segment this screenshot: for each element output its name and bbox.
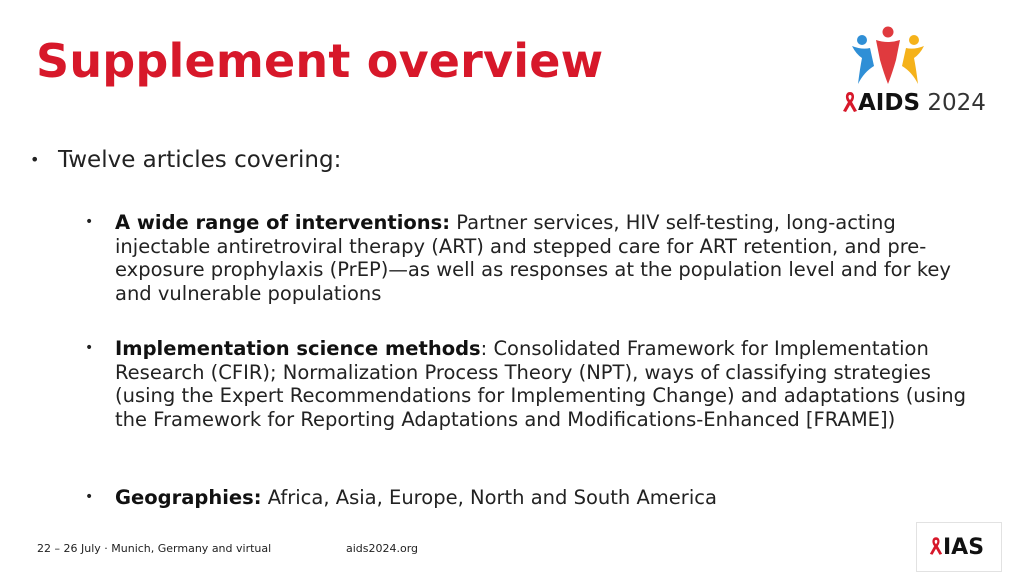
footer-url[interactable]: aids2024.org — [346, 542, 419, 555]
intro-text: Twelve articles covering: — [58, 147, 342, 173]
item-heading: Geographies: — [115, 486, 262, 509]
item-heading: Implementation science methods — [115, 337, 481, 360]
intro-bullet — [30, 145, 341, 175]
bullet-icon: • — [85, 214, 94, 230]
list-item — [85, 211, 985, 305]
three-people-icon — [850, 26, 926, 86]
logo-year: 2024 — [927, 90, 986, 116]
aids-2024-logo — [842, 26, 992, 122]
red-ribbon-icon — [929, 536, 943, 556]
bullet-icon: • — [30, 150, 40, 169]
aids-logo-wordmark — [842, 90, 986, 116]
item-text: Partner services, HIV self-testing, long-acting injectable antiretroviral therapy (ART) and stepped care for ART retention, and pre-exposure prophylaxis (PrEP)—as well as responses at the population level and for key and vulnerable populations — [115, 211, 951, 305]
red-ribbon-icon — [842, 91, 858, 113]
ias-logo-text: IAS — [943, 535, 985, 560]
list-item — [85, 337, 985, 431]
bullet-icon: • — [85, 340, 94, 356]
item-text: Africa, Asia, Europe, North and South America — [261, 486, 717, 509]
list-item — [85, 486, 985, 510]
slide-title: Supplement overview — [36, 34, 604, 88]
footer-event: 22 – 26 July · Munich, Germany and virtual — [37, 542, 272, 555]
bullet-icon: • — [85, 489, 94, 505]
logo-name: AIDS — [858, 90, 921, 116]
item-text: : Consolidated Framework for Implementation Research (CFIR); Normalization Process Theory (NPT), ways of classifying strategies (using the Expert Recommendations for Implementing Change) and adaptations (using the Framework for Reporting Adaptations and Modifications-Enhanced [FRAME]) — [115, 337, 966, 431]
item-heading: A wide range of interventions: — [115, 211, 451, 234]
ias-logo — [916, 522, 1002, 572]
